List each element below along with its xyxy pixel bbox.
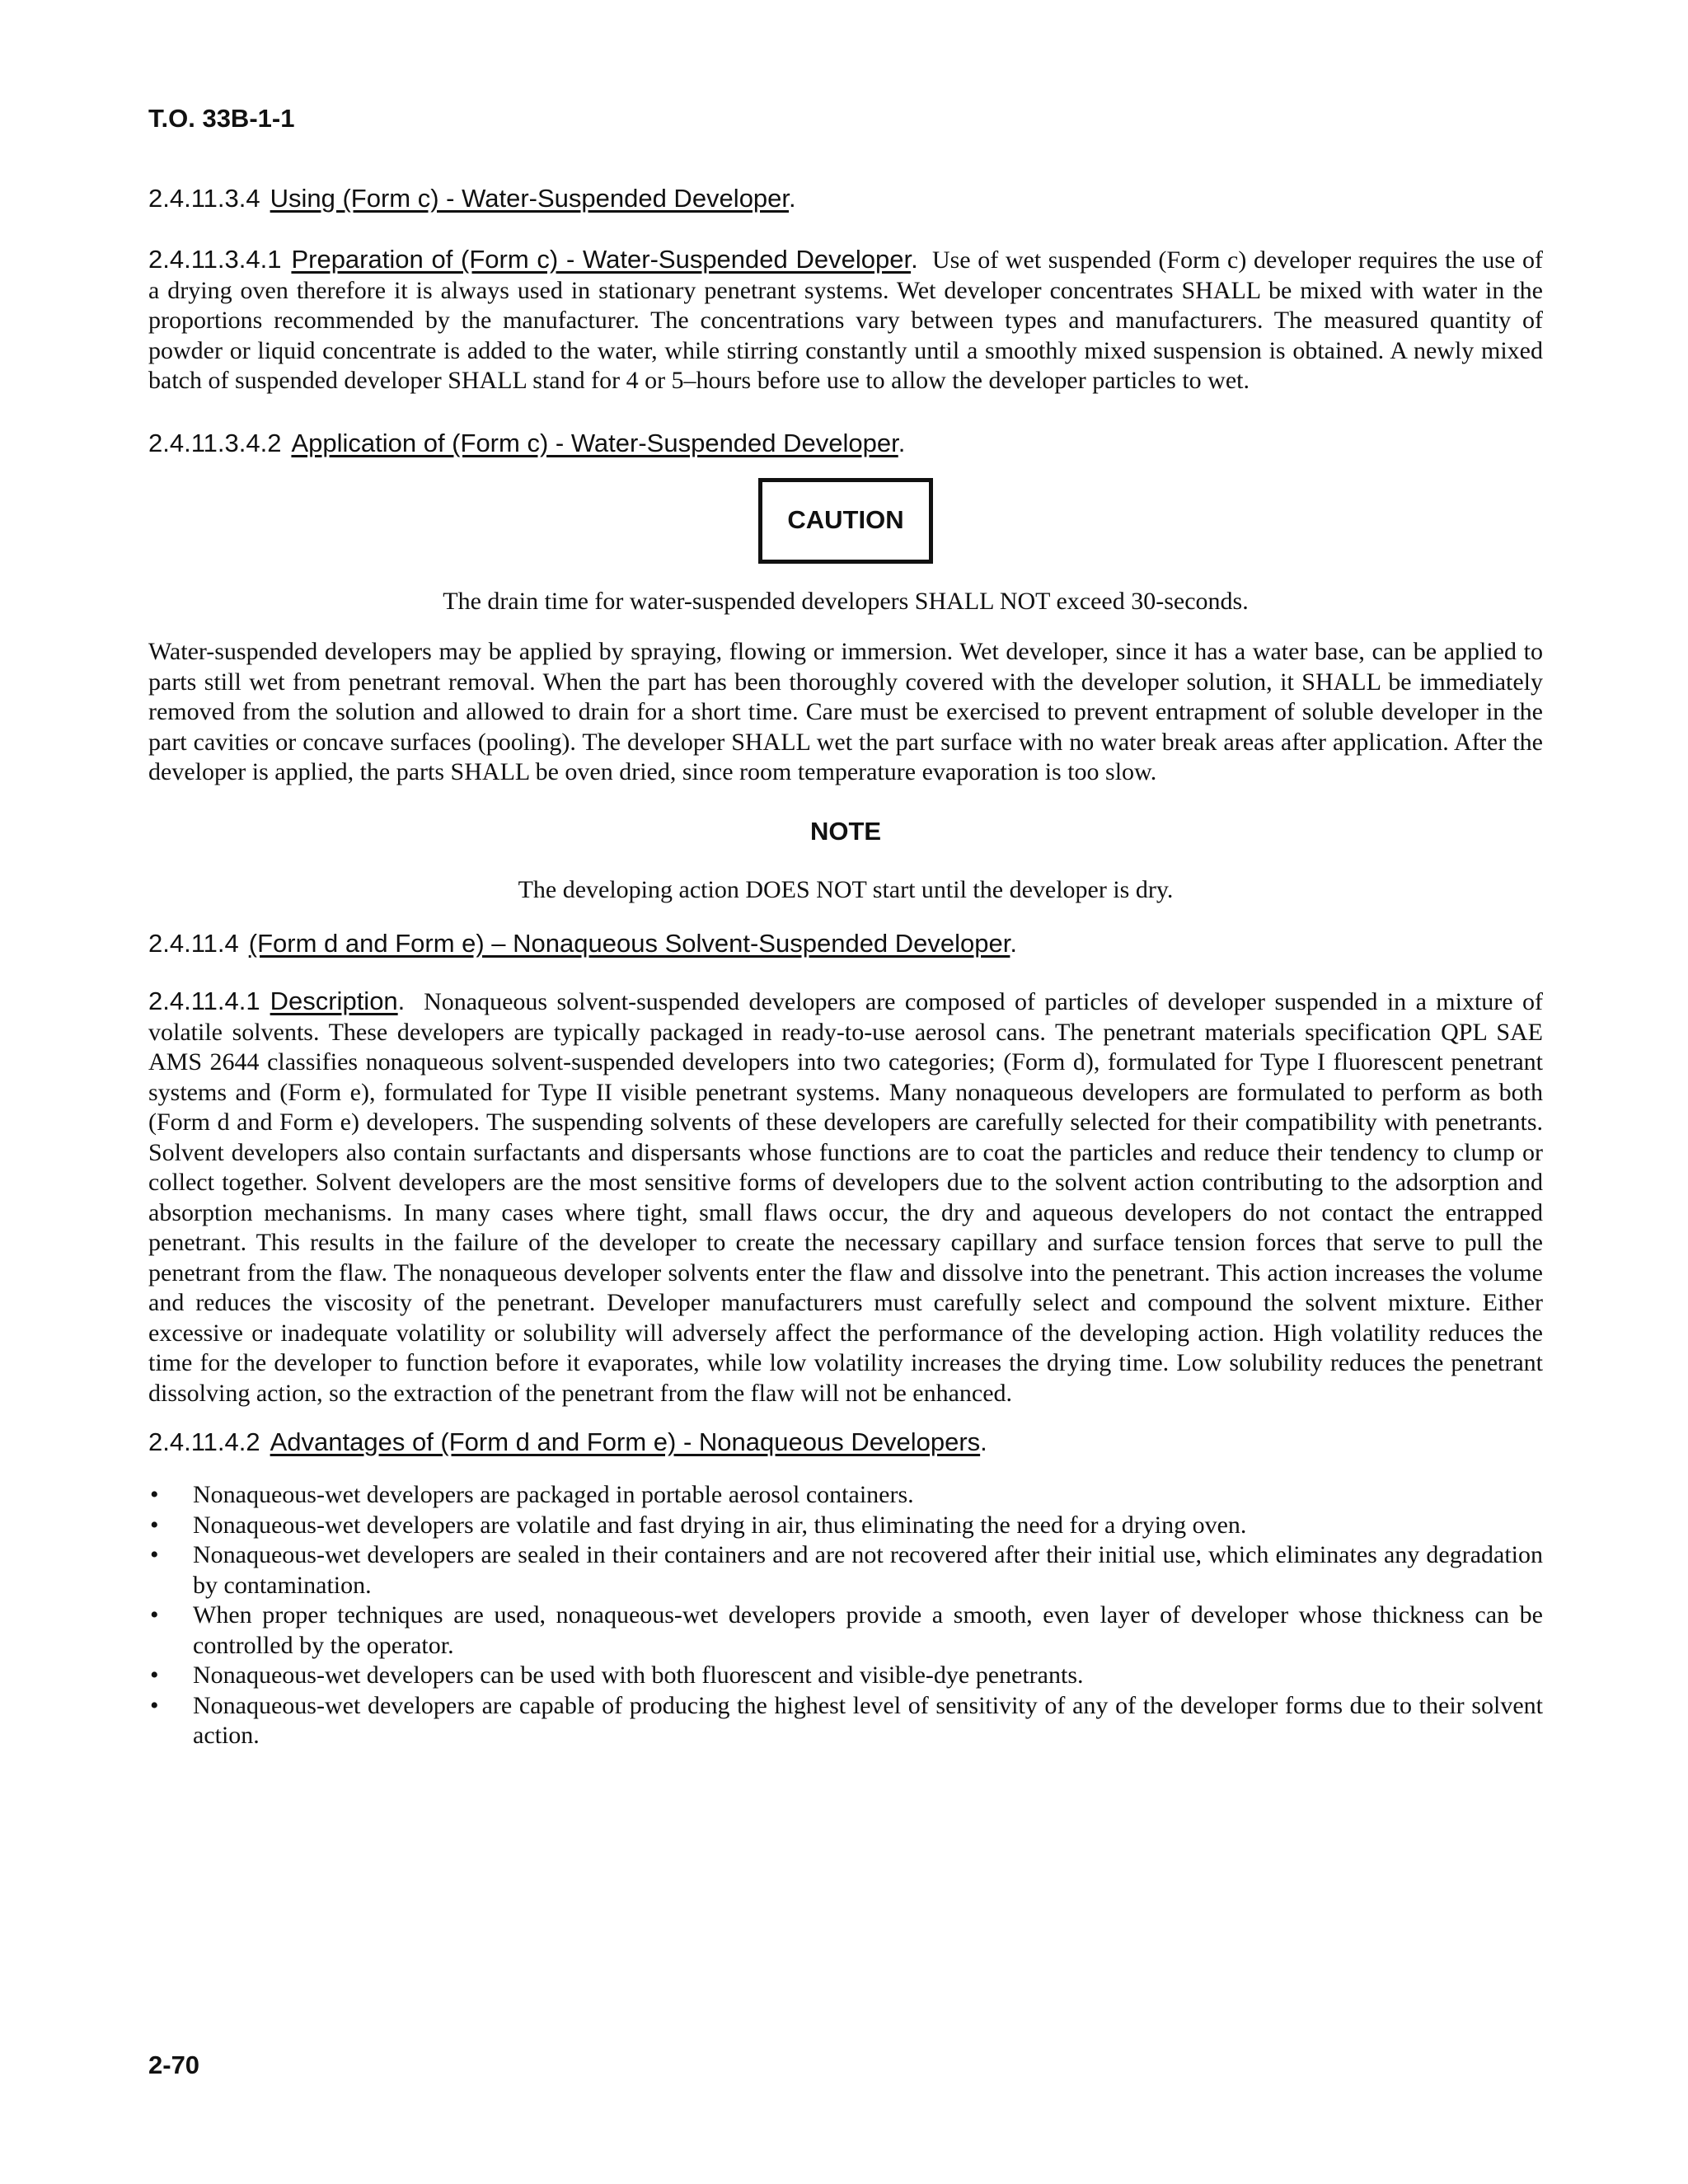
section-title: (Form d and Form e) – Nonaqueous Solvent-Suspended Developer xyxy=(248,929,1010,958)
list-item xyxy=(148,1601,1543,1661)
document-id-header: T.O. 33B-1-1 xyxy=(148,104,295,133)
bullet-icon: • xyxy=(150,1661,159,1689)
caution-label-box: CAUTION xyxy=(758,478,932,564)
document-page xyxy=(148,0,1543,2184)
bullet-icon: • xyxy=(150,1601,159,1629)
note-text: The developing action DOES NOT start until the developer is dry. xyxy=(518,875,1174,903)
list-item xyxy=(148,1540,1543,1601)
section-heading-2-4-11-3-4: 2.4.11.3.4 Using (Form c) - Water-Suspended Developer. xyxy=(148,184,796,213)
list-item-text: Nonaqueous-wet developers are volatile and fast drying in air, thus eliminating the need for a drying oven. xyxy=(193,1511,1247,1539)
section-paragraph-2-4-11-4-1 xyxy=(148,987,1543,1408)
section-title: Using (Form c) - Water-Suspended Developer xyxy=(270,184,790,213)
caution-block xyxy=(148,478,1543,564)
paragraph-text: Nonaqueous solvent-suspended developers are composed of particles of developer suspended in a mixture of volatile solvents. These developers are typically packaged in ready-to-use aerosol cans. The penetrant materials specification QPL SAE AMS 2644 classifies nonaqueous solvent-suspended developers into two categories; (Form d), formulated for Type I fluorescent penetrant systems and (Form e), formulated for Type II visible penetrant systems. Many nonaqueous developers are formulated to perform as both (Form d and Form e) developers. The suspending solvents of these developers are carefully selected for their compatibility with penetrants. Solvent developers also contain surfactants and dispersants whose functions are to coat the particles and reduce their tendency to clump or collect together. Solvent developers are the most sensitive forms of developers due to the solvent action contributing to the adsorption and absorption mechanisms. In many cases where tight, small flaws occur, the dry and aqueous developers do not contact the entrapped penetrant. This results in the failure of the developer to create the necessary capillary and surface tension forces that serve to pull the penetrant from the flaw. The nonaqueous developer solvents enter the flaw and dissolve into the penetrant. This action increases the volume and reduces the viscosity of the penetrant. Developer manufacturers must carefully select and compound the solvent mixture. Either excessive or inadequate volatility or solubility will adversely affect the performance of the developing action. High volatility reduces the time for the developer to function before it evaporates, while low volatility increases the drying time. Low solubility reduces the penetrant dissolving action, so the extraction of the penetrant from the flaw will not be enhanced. xyxy=(148,988,1543,1407)
section-number: 2.4.11.3.4.1 xyxy=(148,245,282,274)
section-paragraph-2-4-11-3-4-1 xyxy=(148,245,1543,396)
paragraph-text: Use of wet suspended (Form c) developer requires the use of a drying oven therefore it is always used in stationary penetrant systems. Wet developer concentrates SHALL be mixed with water in the proportions recommended by the manufacturer. The concentrations vary between types and manufacturers. The measured quantity of powder or liquid concentrate is added to the water, while stirring constantly until a smoothly mixed suspension is obtained. A newly mixed batch of suspended developer SHALL stand for 4 or 5–hours before use to allow the developer particles to wet. xyxy=(148,246,1543,394)
inline-heading: 2.4.11.3.4.1 Preparation of (Form c) - Water-Suspended Developer. xyxy=(148,245,918,274)
section-heading-2-4-11-4: 2.4.11.4 (Form d and Form e) – Nonaqueous Solvent-Suspended Developer. xyxy=(148,929,1018,958)
list-item xyxy=(148,1480,1543,1511)
list-item-text: Nonaqueous-wet developers can be used with both fluorescent and visible-dye penetrants. xyxy=(193,1661,1084,1689)
section-title: Description xyxy=(270,987,398,1015)
list-item-text: When proper techniques are used, nonaqueous-wet developers provide a smooth, even layer of developer whose thickness can be controlled by the operator. xyxy=(193,1601,1543,1659)
list-item-text: Nonaqueous-wet developers are sealed in their containers and are not recovered after their initial use, which eliminates any degradation by contamination. xyxy=(193,1541,1543,1599)
section-heading-2-4-11-3-4-2: 2.4.11.3.4.2 Application of (Form c) - Water-Suspended Developer. xyxy=(148,428,906,457)
section-title: Advantages of (Form d and Form e) - Nonaqueous Developers xyxy=(270,1427,981,1456)
section-title: Application of (Form c) - Water-Suspended Developer xyxy=(291,428,898,457)
inline-heading: 2.4.11.4.1 Description. xyxy=(148,987,406,1015)
list-item xyxy=(148,1691,1543,1751)
advantages-list xyxy=(148,1480,1543,1751)
section-heading-2-4-11-4-2: 2.4.11.4.2 Advantages of (Form d and Form e) - Nonaqueous Developers. xyxy=(148,1427,987,1456)
list-item xyxy=(148,1511,1543,1541)
bullet-icon: • xyxy=(150,1691,159,1719)
caution-text: The drain time for water-suspended developers SHALL NOT exceed 30-seconds. xyxy=(443,587,1249,615)
section-number: 2.4.11.3.4 xyxy=(148,184,260,213)
bullet-icon: • xyxy=(150,1481,159,1508)
list-item-text: Nonaqueous-wet developers are packaged in portable aerosol containers. xyxy=(193,1481,914,1508)
section-title: Preparation of (Form c) - Water-Suspended Developer xyxy=(291,245,912,274)
bullet-icon: • xyxy=(150,1541,159,1568)
list-item-text: Nonaqueous-wet developers are capable of producing the highest level of sensitivity of any of the developer forms due to their solvent action. xyxy=(193,1691,1543,1749)
application-paragraph: Water-suspended developers may be applied by spraying, flowing or immersion. Wet developer, since it has a water base, can be applied to parts still wet from penetrant removal. When the part has been thoroughly covered with the developer solution, it SHALL be immediately removed from the solution and allowed to drain for a short time. Care must be exercised to prevent entrapment of soluble developer in the part cavities or concave surfaces (pooling). The developer SHALL wet the part surface with no water break areas after application. After the developer is applied, the parts SHALL be oven dried, since room temperature evaporation is too slow. xyxy=(148,638,1543,785)
section-number: 2.4.11.4.2 xyxy=(148,1427,260,1456)
page-body xyxy=(148,180,1543,1751)
section-number: 2.4.11.3.4.2 xyxy=(148,428,282,457)
note-label: NOTE xyxy=(809,816,882,846)
page-number-footer: 2-70 xyxy=(148,2050,200,2079)
list-item xyxy=(148,1661,1543,1691)
bullet-icon: • xyxy=(150,1511,159,1539)
section-number: 2.4.11.4 xyxy=(148,929,239,958)
section-number: 2.4.11.4.1 xyxy=(148,987,260,1015)
